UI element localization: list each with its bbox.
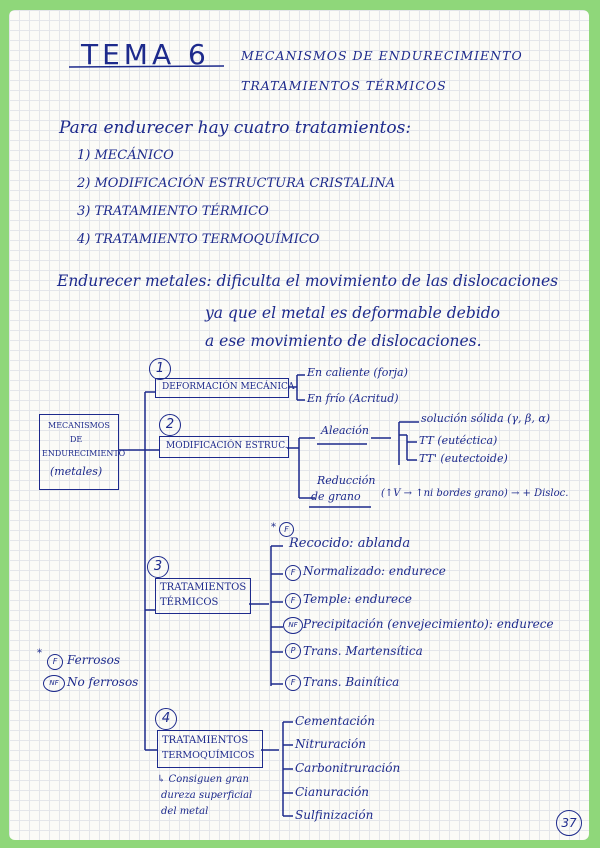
method-4: 4) TRATAMIENTO TERMOQUÍMICO: [77, 232, 320, 247]
branch1-item-2: En frío (Acritud): [307, 392, 399, 405]
branch4-label-line1: TRATAMIENTOS: [162, 735, 249, 746]
branch1-item-1: En caliente (forja): [307, 366, 408, 379]
branch3-item-2: Normalizado: endurece: [303, 564, 446, 578]
notebook-page: [9, 10, 589, 840]
root-box: [39, 414, 126, 490]
branch4-label-line2: TERMOQUÍMICOS: [162, 750, 255, 761]
branch2-box: [159, 436, 289, 458]
branch3-item1-badge: F: [279, 522, 294, 537]
aleacion-label: Aleación: [321, 424, 369, 437]
aleacion-item-1: solución sólida (γ, β, α): [421, 412, 551, 425]
branch4-item-4: Cianuración: [295, 785, 370, 799]
reduccion-line1: Reducción: [317, 474, 376, 487]
legend-nf-badge: NF: [43, 675, 65, 692]
method-1: 1) MECÁNICO: [77, 148, 174, 163]
intro-text: Para endurecer hay cuatro tratamientos:: [59, 118, 412, 138]
branch4-item-5: Sulfinización: [295, 808, 374, 822]
branch4-number: 4: [155, 708, 177, 730]
branch3-item5-badge: P: [285, 643, 301, 659]
aleacion-item-3: TT' (eutectoide): [419, 452, 508, 465]
branch3-item-4: Precipitación (envejecimiento): endurece: [303, 617, 554, 631]
branch2-number: 2: [159, 414, 181, 436]
branch3-item-1: Recocido: ablanda: [289, 536, 411, 551]
branch1-box: [155, 378, 295, 398]
aleacion-item-2: TT (eutéctica): [419, 434, 498, 447]
branch3-item6-badge: F: [285, 675, 301, 691]
method-3: 3) TRATAMIENTO TÉRMICO: [77, 204, 269, 219]
root-line2: DE: [70, 435, 83, 444]
definition-line3: a ese movimiento de dislocaciones.: [205, 332, 482, 350]
branch3-item-5: Trans. Martensítica: [303, 644, 423, 658]
branch4-item-2: Nitruración: [295, 737, 367, 751]
branch4-note-line2: dureza superficial: [161, 790, 253, 801]
reduccion-line2: de grano: [311, 490, 361, 503]
title-line2: TRATAMIENTOS TÉRMICOS: [241, 78, 447, 93]
branch4-box: [157, 730, 263, 768]
root-line3: ENDURECIMIENTO: [42, 449, 126, 458]
branch1-label: DEFORMACIÓN MECÁNICA: [162, 382, 295, 392]
branch3-label-line2: TÉRMICOS: [160, 597, 219, 608]
legend-f-badge: F: [47, 654, 63, 670]
legend-f-label: Ferrosos: [67, 653, 121, 667]
branch2-label: MODIFICACIÓN ESTRUC.: [166, 441, 288, 451]
definition-line2: ya que el metal es deformable debido: [205, 304, 500, 322]
branch3-item2-badge: F: [285, 565, 301, 581]
method-2: 2) MODIFICACIÓN ESTRUCTURA CRISTALINA: [77, 176, 396, 191]
branch3-item-3: Temple: endurece: [303, 592, 412, 606]
branch3-item-6: Trans. Bainítica: [303, 675, 400, 689]
title-line1: MECANISMOS DE ENDURECIMIENTO: [241, 48, 523, 63]
tema-title: TEMA 6: [81, 38, 210, 71]
branch4-note-line3: del metal: [161, 806, 209, 817]
branch1-number: 1: [149, 358, 171, 380]
branch3-item4-badge: NF: [283, 617, 303, 634]
branch3-star: *: [271, 522, 276, 533]
page-number: 37: [556, 810, 582, 836]
reduccion-note: (↑V → ↑ni bordes grano) → + Disloc.: [381, 488, 569, 499]
branch3-box: [155, 578, 251, 614]
branch4-note-line1: ↳ Consiguen gran: [157, 774, 249, 785]
branch4-item-3: Carbonitruración: [295, 761, 401, 775]
definition-line1: Endurecer metales: dificulta el movimiento de las dislocaciones: [57, 272, 559, 290]
root-line4: (metales): [50, 465, 103, 478]
branch3-label-line1: TRATAMIENTOS: [160, 582, 247, 593]
legend-nf-label: No ferrosos: [67, 675, 139, 689]
branch3-item3-badge: F: [285, 593, 301, 609]
branch3-number: 3: [147, 556, 169, 578]
root-line1: MECANISMOS: [48, 421, 110, 430]
branch4-item-1: Cementación: [295, 714, 375, 728]
legend-star: *: [37, 648, 42, 659]
